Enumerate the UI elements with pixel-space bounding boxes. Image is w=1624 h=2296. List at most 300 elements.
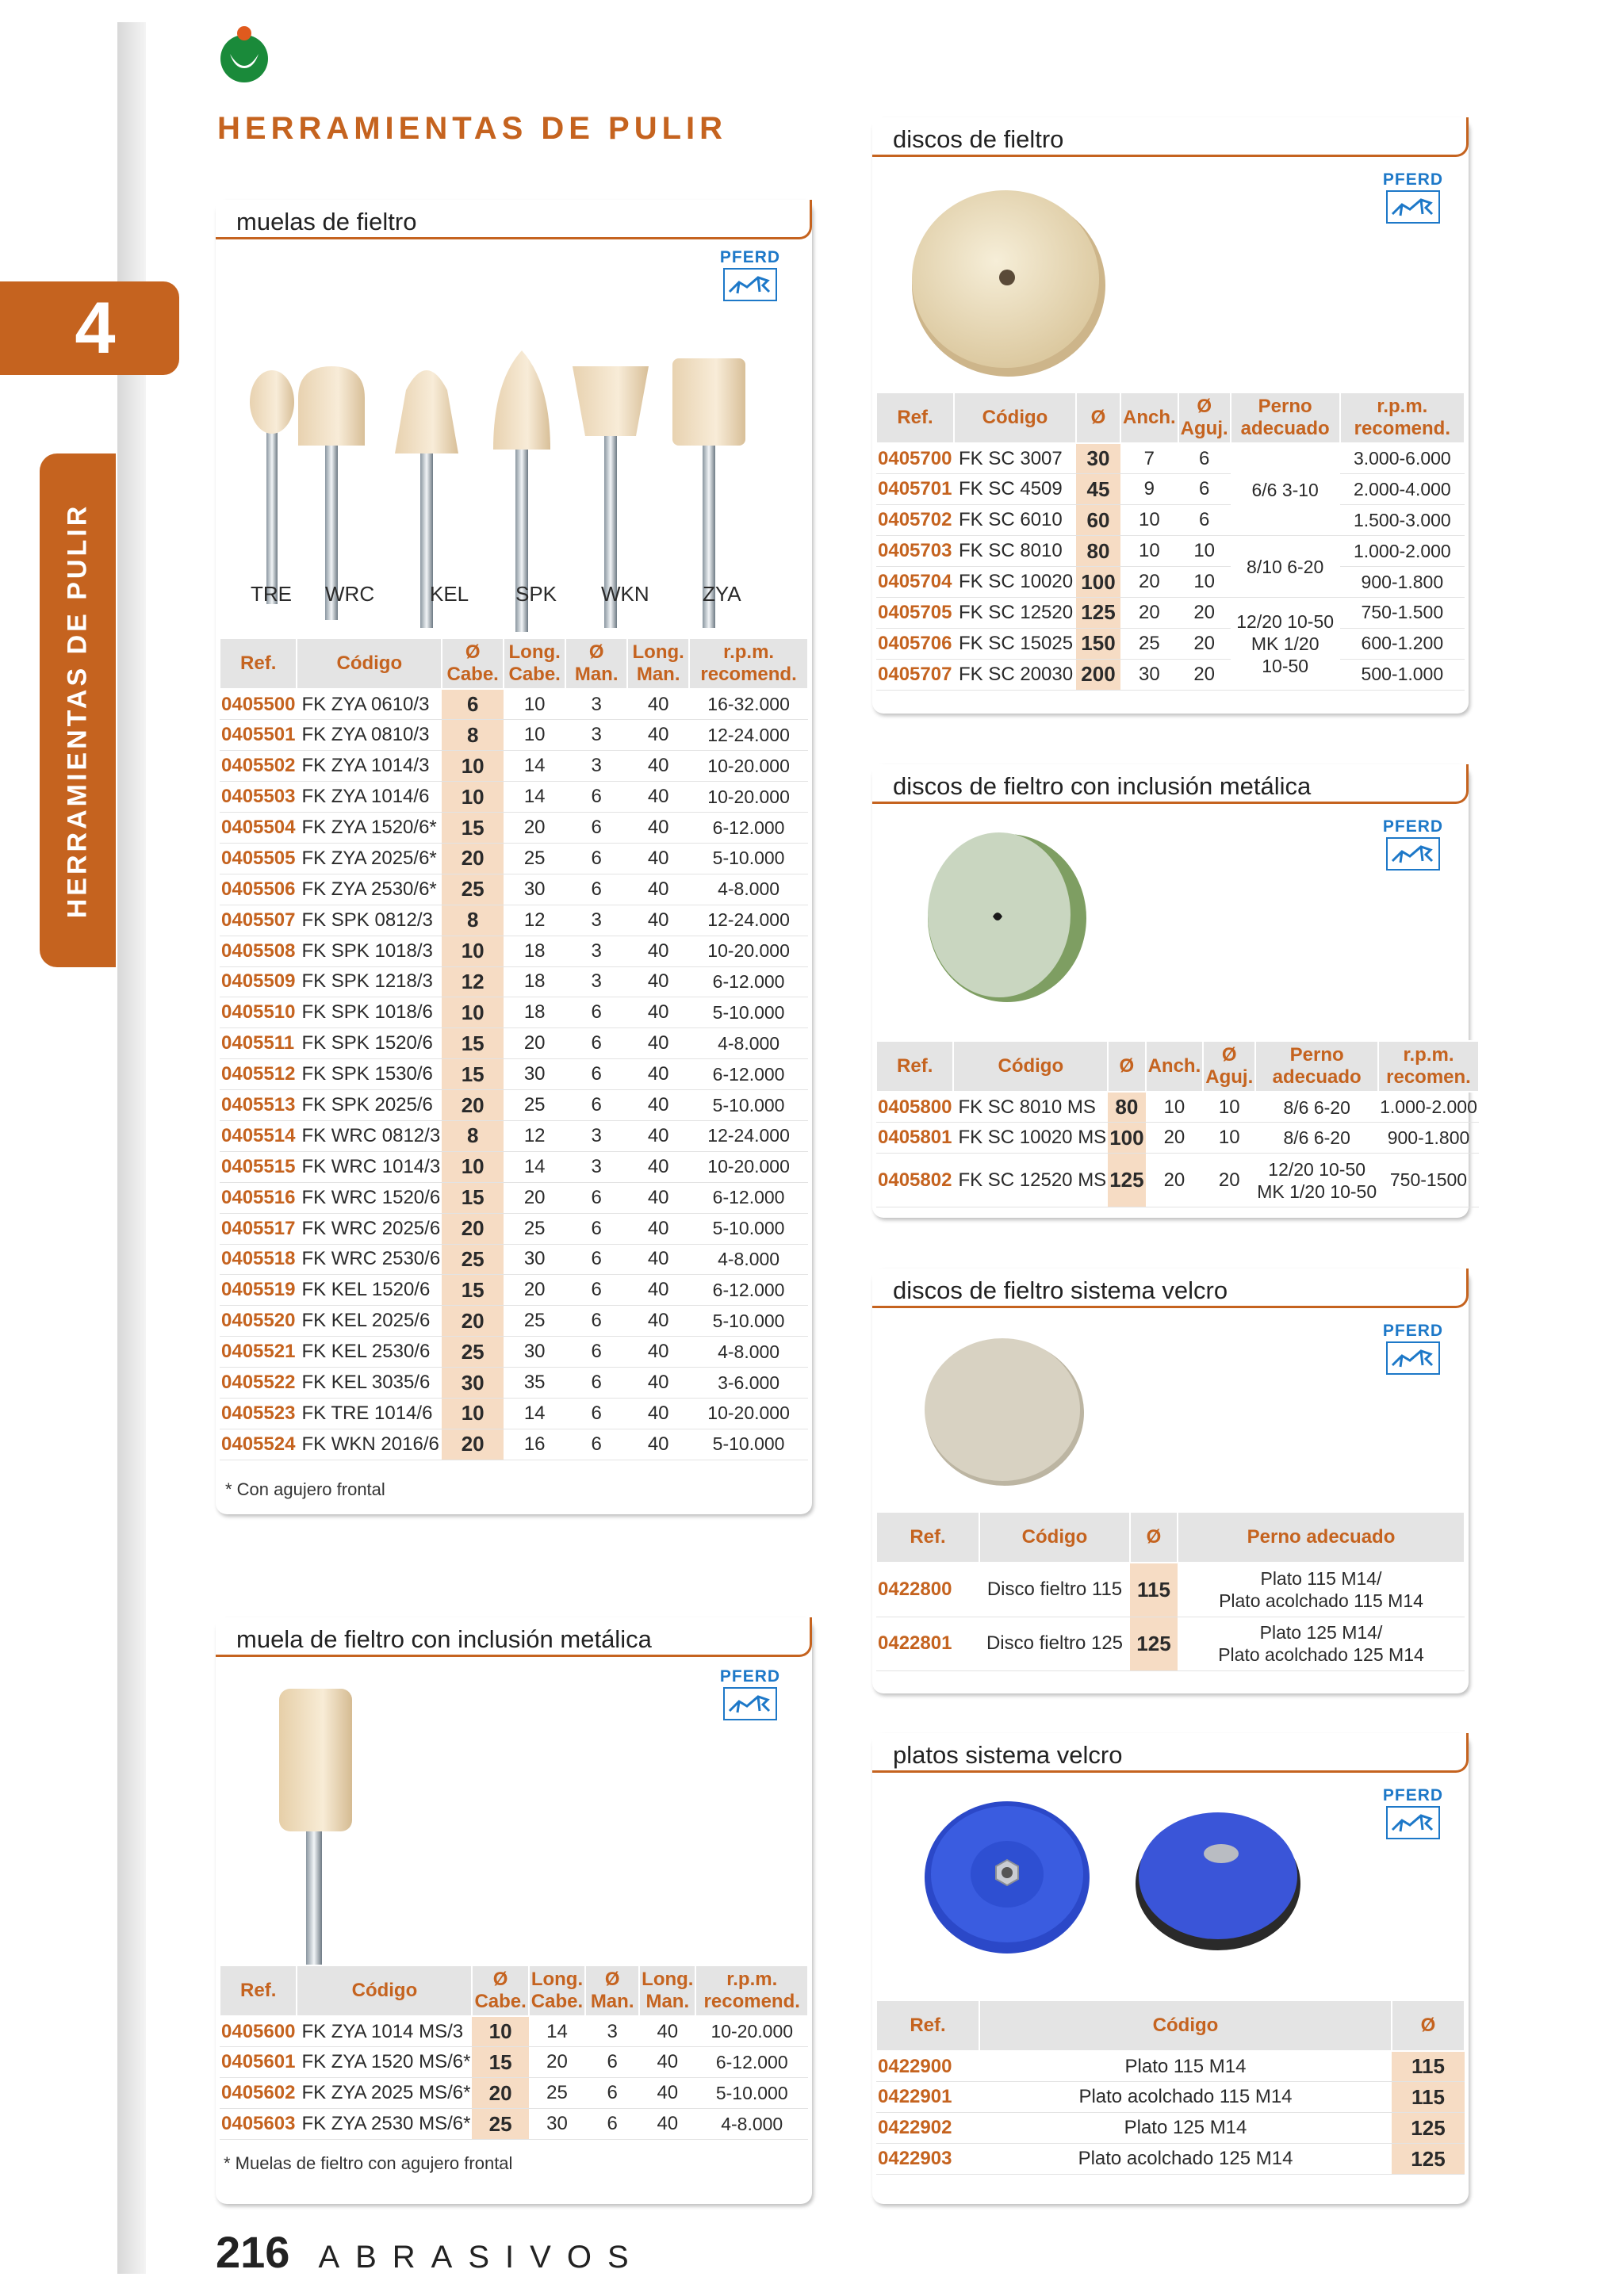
table-row: [220, 1182, 808, 1213]
table-cell: 1.500-3.000: [1340, 505, 1465, 536]
table-cell: 40: [627, 1368, 689, 1399]
col-header: Long. Man.: [627, 638, 689, 689]
ref-cell: 0422903: [876, 2144, 979, 2175]
table-row: [220, 782, 808, 813]
table-cell: 18: [504, 936, 565, 966]
table-cell: 10: [1146, 1092, 1204, 1123]
table-row: [220, 1090, 808, 1121]
table-cell: 15: [442, 1275, 504, 1306]
table-cell: 10: [442, 997, 504, 1028]
ref-cell: 0405602: [220, 2078, 297, 2109]
col-header: Código: [954, 392, 1076, 443]
table-cell: 8: [442, 720, 504, 751]
table-cell: 20: [1120, 597, 1178, 628]
table-cell: 40: [627, 966, 689, 997]
table-row: [220, 1244, 808, 1275]
table-cell: 115: [1130, 1563, 1178, 1617]
table-cell: 5-10.000: [689, 997, 808, 1028]
table-cell: 40: [627, 843, 689, 874]
table-cell: 6: [1178, 505, 1231, 536]
col-header: Ø Aguj.: [1178, 392, 1231, 443]
code-cell: FK SPK 2025/6: [297, 1090, 442, 1121]
ref-cell: 0405516: [220, 1182, 297, 1213]
table-cell: 6: [565, 1398, 627, 1429]
table-cell: 6: [565, 1028, 627, 1059]
code-cell: FK WRC 1014/3: [297, 1151, 442, 1182]
table-cell: 6-12.000: [689, 966, 808, 997]
code-cell: FK SPK 1520/6: [297, 1028, 442, 1059]
perno-line: 10-50: [1262, 655, 1309, 676]
side-tab-label: HERRAMIENTAS DE PULIR: [62, 503, 93, 918]
ref-cell: 0405702: [876, 505, 954, 536]
perno-cell: [1255, 1154, 1378, 1207]
col-header: Ref.: [876, 2000, 979, 2051]
col-header: Ø: [1392, 2000, 1465, 2051]
ref-cell: 0422801: [876, 1617, 979, 1670]
table-row: [220, 1028, 808, 1059]
table-cell: 6-12.000: [689, 1059, 808, 1090]
col-header: Código: [979, 2000, 1392, 2051]
ref-cell: 0405802: [876, 1154, 953, 1207]
perno-cell: [1231, 597, 1340, 690]
muelas-table: [219, 637, 809, 1460]
ref-cell: 0405704: [876, 567, 954, 598]
ref-cell: 0405507: [220, 905, 297, 936]
panel-title: discos de fieltro con inclusión metálica: [872, 764, 1469, 804]
panel-title: discos de fieltro: [872, 117, 1469, 157]
code-cell: FK KEL 2530/6: [297, 1337, 442, 1368]
table-cell: 16: [504, 1429, 565, 1460]
col-header: Ref.: [220, 638, 297, 689]
table-cell: 20: [442, 1306, 504, 1337]
table-cell: 30: [1076, 443, 1120, 474]
code-cell: FK KEL 1520/6: [297, 1275, 442, 1306]
brand-label: PFERD: [719, 1667, 781, 1686]
table-row: [220, 720, 808, 751]
table-cell: 10-20.000: [695, 2016, 808, 2047]
code-cell: FK ZYA 1014 MS/3: [297, 2016, 472, 2047]
table-cell: 18: [504, 966, 565, 997]
table-cell: 40: [627, 1090, 689, 1121]
panel-title: muela de fieltro con inclusión metálica: [216, 1617, 812, 1657]
code-cell: FK SC 12520: [954, 597, 1076, 628]
ref-cell: 0405510: [220, 997, 297, 1028]
table-row: [876, 1123, 1479, 1154]
table-cell: 3: [565, 1151, 627, 1182]
table-cell: 40: [627, 720, 689, 751]
ref-cell: 0405800: [876, 1092, 953, 1123]
perno-line: Plato 125 M14/: [1259, 1622, 1383, 1643]
table-row: [876, 2144, 1465, 2175]
ref-cell: 0422902: [876, 2113, 979, 2144]
table-cell: 10: [442, 1398, 504, 1429]
table-cell: 20: [442, 1213, 504, 1244]
pferd-logo: [1381, 1322, 1445, 1380]
table-cell: 150: [1076, 628, 1120, 659]
table-cell: 40: [627, 1306, 689, 1337]
pferd-horse-icon: [1386, 190, 1440, 224]
perno-line: MK 1/20 10-50: [1257, 1181, 1377, 1202]
ref-cell: 0422800: [876, 1563, 979, 1617]
table-cell: 4-8.000: [689, 1337, 808, 1368]
ref-cell: 0405523: [220, 1398, 297, 1429]
table-cell: 6: [565, 1213, 627, 1244]
code-cell: FK WRC 2530/6: [297, 1244, 442, 1275]
col-header: Ø Man.: [565, 638, 627, 689]
table-cell: 125: [1392, 2144, 1465, 2175]
table-cell: 10: [1203, 1123, 1255, 1154]
ref-cell: 0405508: [220, 936, 297, 966]
table-cell: 125: [1108, 1154, 1145, 1207]
table-cell: 40: [639, 2078, 695, 2109]
velcro-backing-pads-image: [920, 1798, 1316, 1957]
table-cell: 40: [627, 751, 689, 782]
perno-line: Plato acolchado 125 M14: [1218, 1644, 1424, 1665]
shape-label: SPK: [515, 582, 557, 606]
pferd-horse-icon: [1386, 1806, 1440, 1839]
table-cell: 10: [504, 720, 565, 751]
ref-cell: 0405512: [220, 1059, 297, 1090]
ref-cell: 0405505: [220, 843, 297, 874]
table-cell: 3: [585, 2016, 639, 2047]
table-row: [876, 2082, 1465, 2113]
table-row: [220, 1337, 808, 1368]
table-cell: 10: [1178, 536, 1231, 567]
table-cell: 5-10.000: [689, 1090, 808, 1121]
code-cell: FK ZYA 1014/6: [297, 782, 442, 813]
table-cell: 10: [1120, 505, 1178, 536]
table-row: [876, 474, 1465, 505]
ref-cell: 0405707: [876, 659, 954, 690]
col-header: Ø Man.: [585, 1965, 639, 2016]
table-cell: 6-12.000: [689, 813, 808, 844]
col-header: Ø: [1076, 392, 1120, 443]
table-cell: 10-20.000: [689, 782, 808, 813]
col-header: Código: [297, 638, 442, 689]
table-cell: 9: [1120, 474, 1178, 505]
table-cell: 80: [1076, 536, 1120, 567]
code-cell: FK SPK 1018/6: [297, 997, 442, 1028]
felt-disc-ms-image: [920, 825, 1094, 1007]
table-cell: 8: [442, 905, 504, 936]
table-cell: 115: [1392, 2082, 1465, 2113]
col-header: Anch.: [1120, 392, 1178, 443]
perno-cell: [1178, 1563, 1465, 1617]
ref-cell: 0405703: [876, 536, 954, 567]
table-cell: 12-24.000: [689, 1120, 808, 1151]
panel-platos-velcro: [872, 1733, 1469, 2204]
table-cell: 7: [1120, 443, 1178, 474]
code-cell: FK SPK 0812/3: [297, 905, 442, 936]
table-cell: 20: [529, 2047, 585, 2078]
code-cell: FK WKN 2016/6: [297, 1429, 442, 1460]
table-cell: 600-1.200: [1340, 628, 1465, 659]
table-cell: 25: [1120, 628, 1178, 659]
table-cell: 6: [565, 1429, 627, 1460]
table-cell: 10: [472, 2016, 528, 2047]
table-cell: 25: [504, 1213, 565, 1244]
table-cell: 15: [442, 1182, 504, 1213]
table-cell: 6: [565, 782, 627, 813]
discos-ms-table: [875, 1040, 1480, 1207]
col-header: Perno adecuado: [1231, 392, 1340, 443]
table-cell: 25: [504, 843, 565, 874]
table-row: [876, 505, 1465, 536]
code-cell: FK ZYA 1014/3: [297, 751, 442, 782]
table-cell: 115: [1392, 2051, 1465, 2082]
table-cell: 40: [627, 1182, 689, 1213]
ref-cell: 0405519: [220, 1275, 297, 1306]
table-cell: 40: [627, 997, 689, 1028]
table-row: [876, 2051, 1465, 2082]
section-side-tab: [40, 453, 116, 967]
code-cell: FK KEL 2025/6: [297, 1306, 442, 1337]
col-header: Ø Cabe.: [472, 1965, 528, 2016]
shape-label: WRC: [325, 582, 375, 606]
table-cell: 25: [472, 2109, 528, 2140]
perno-line: 8/6 6-20: [1283, 1127, 1350, 1149]
table-row: [220, 1213, 808, 1244]
table-cell: 6: [565, 997, 627, 1028]
table-cell: 15: [442, 813, 504, 844]
table-cell: 100: [1076, 567, 1120, 598]
platos-table: [875, 1999, 1465, 2175]
brand-label: PFERD: [1382, 170, 1444, 189]
perno-line: Plato acolchado 115 M14: [1219, 1590, 1423, 1612]
code-cell: FK TRE 1014/6: [297, 1398, 442, 1429]
table-row: [876, 597, 1465, 628]
table-row: [220, 1368, 808, 1399]
table-cell: 30: [504, 874, 565, 905]
table-cell: 25: [504, 1090, 565, 1121]
table-cell: 6: [565, 843, 627, 874]
muela-ms-table: [219, 1965, 809, 2140]
code-cell: FK ZYA 2530/6*: [297, 874, 442, 905]
table-row: [220, 1275, 808, 1306]
perno-line: 12/20 10-50: [1236, 610, 1335, 632]
table-cell: 12: [442, 966, 504, 997]
ref-cell: 0405705: [876, 597, 954, 628]
col-header: Código: [953, 1041, 1108, 1092]
table-cell: 15: [442, 1028, 504, 1059]
table-cell: 6: [565, 1090, 627, 1121]
code-cell: FK ZYA 2025/6*: [297, 843, 442, 874]
col-header: r.p.m. recomend.: [695, 1965, 808, 2016]
table-cell: 40: [627, 1213, 689, 1244]
table-cell: 20: [1146, 1154, 1204, 1207]
perno-line: MK 1/20: [1251, 633, 1320, 654]
perno-cell: [1178, 1617, 1465, 1670]
table-cell: 6-12.000: [695, 2047, 808, 2078]
ref-cell: 0405600: [220, 2016, 297, 2047]
col-header: Long. Cabe.: [529, 1965, 585, 2016]
table-row: [220, 2047, 808, 2078]
table-cell: 25: [529, 2078, 585, 2109]
table-cell: 40: [627, 1059, 689, 1090]
table-cell: 16-32.000: [689, 689, 808, 720]
ref-cell: 0405518: [220, 1244, 297, 1275]
velcro-table: [875, 1511, 1465, 1671]
perno-line: 8/10 6-20: [1247, 556, 1324, 577]
ref-cell: 0405511: [220, 1028, 297, 1059]
table-cell: 12-24.000: [689, 905, 808, 936]
shape-label: TRE: [251, 582, 292, 606]
table-cell: 6: [585, 2109, 639, 2140]
pferd-logo: [718, 249, 782, 306]
table-cell: 25: [504, 1306, 565, 1337]
table-row: [220, 689, 808, 720]
col-header: Long. Man.: [639, 1965, 695, 2016]
table-cell: 40: [627, 1120, 689, 1151]
ref-cell: 0405522: [220, 1368, 297, 1399]
pferd-logo: [718, 1668, 782, 1725]
perno-line: 12/20 10-50: [1268, 1158, 1366, 1180]
table-cell: 3.000-6.000: [1340, 443, 1465, 474]
code-cell: FK SC 10020: [954, 567, 1076, 598]
table-cell: 40: [627, 689, 689, 720]
table-cell: 40: [627, 1151, 689, 1182]
ref-cell: 0405500: [220, 689, 297, 720]
ref-cell: 0405701: [876, 474, 954, 505]
table-cell: 40: [639, 2109, 695, 2140]
table-cell: 125: [1392, 2113, 1465, 2144]
col-header: Código: [979, 1512, 1130, 1563]
table-cell: 5-10.000: [689, 1429, 808, 1460]
table-row: [876, 1092, 1479, 1123]
code-cell: Disco fieltro 115: [979, 1563, 1130, 1617]
table-cell: 3: [565, 720, 627, 751]
perno-line: 8/6 6-20: [1283, 1096, 1350, 1118]
table-cell: 40: [627, 1244, 689, 1275]
table-row: [876, 1563, 1465, 1617]
table-row: [876, 443, 1465, 474]
code-cell: FK ZYA 2530 MS/6*: [297, 2109, 472, 2140]
code-cell: FK ZYA 1520 MS/6*: [297, 2047, 472, 2078]
table-cell: 14: [504, 782, 565, 813]
felt-bob-ms-image: [247, 1681, 374, 1982]
table-cell: 20: [504, 1275, 565, 1306]
code-cell: Plato acolchado 115 M14: [979, 2082, 1392, 2113]
table-cell: 3: [565, 905, 627, 936]
code-cell: FK SC 4509: [954, 474, 1076, 505]
code-cell: FK WRC 0812/3: [297, 1120, 442, 1151]
table-cell: 14: [504, 751, 565, 782]
table-row: [876, 659, 1465, 690]
table-row: [220, 905, 808, 936]
col-header: r.p.m. recomend.: [1340, 392, 1465, 443]
table-cell: 10-20.000: [689, 936, 808, 966]
table-cell: 6: [1178, 443, 1231, 474]
table-cell: 60: [1076, 505, 1120, 536]
table-cell: 3-6.000: [689, 1368, 808, 1399]
table-row: [220, 1429, 808, 1460]
table-cell: 12: [504, 1120, 565, 1151]
col-header: Ref.: [876, 392, 954, 443]
table-row: [220, 2016, 808, 2047]
ref-cell: 0405514: [220, 1120, 297, 1151]
brand-label: PFERD: [719, 248, 781, 266]
shape-label: KEL: [430, 582, 469, 606]
table-cell: 30: [442, 1368, 504, 1399]
table-cell: 10: [1203, 1092, 1255, 1123]
table-cell: 30: [1120, 659, 1178, 690]
pferd-horse-icon: [1386, 837, 1440, 871]
panel-discos-ms: [872, 764, 1477, 1218]
table-cell: 40: [627, 1398, 689, 1429]
table-cell: 10: [504, 689, 565, 720]
table-cell: 40: [639, 2047, 695, 2078]
table-row: [220, 2109, 808, 2140]
table-cell: 5-10.000: [689, 1306, 808, 1337]
table-cell: 10-20.000: [689, 751, 808, 782]
page-title: HERRAMIENTAS DE PULIR: [217, 111, 728, 146]
table-cell: 20: [1178, 659, 1231, 690]
panel-title: muelas de fieltro: [216, 200, 812, 239]
table-cell: 6: [565, 1182, 627, 1213]
code-cell: FK SC 12520 MS: [953, 1154, 1108, 1207]
table-cell: 6: [565, 1244, 627, 1275]
col-header: Long. Cabe.: [504, 638, 565, 689]
brand-label: PFERD: [1382, 817, 1444, 836]
table-cell: 6: [1178, 474, 1231, 505]
table-cell: 12: [504, 905, 565, 936]
table-cell: 6: [442, 689, 504, 720]
code-cell: Plato acolchado 125 M14: [979, 2144, 1392, 2175]
table-cell: 4-8.000: [689, 1244, 808, 1275]
table-cell: 6: [565, 1059, 627, 1090]
code-cell: FK SPK 1218/3: [297, 966, 442, 997]
table-cell: 14: [504, 1151, 565, 1182]
table-cell: 10: [442, 936, 504, 966]
perno-cell: [1231, 443, 1340, 536]
table-cell: 750-1.500: [1340, 597, 1465, 628]
table-cell: 3: [565, 1120, 627, 1151]
code-cell: FK SC 15025: [954, 628, 1076, 659]
panel-discos-velcro: [872, 1269, 1469, 1693]
ref-cell: 0405706: [876, 628, 954, 659]
table-cell: 30: [504, 1059, 565, 1090]
table-cell: 8: [442, 1120, 504, 1151]
velcro-felt-disc-image: [921, 1330, 1088, 1489]
brand-label: PFERD: [1382, 1786, 1444, 1804]
table-cell: 6: [565, 1306, 627, 1337]
table-cell: 40: [639, 2016, 695, 2047]
brand-label: PFERD: [1382, 1322, 1444, 1340]
col-header: Ø Aguj.: [1203, 1041, 1255, 1092]
perno-cell: [1231, 536, 1340, 598]
table-cell: 20: [1203, 1154, 1255, 1207]
table-cell: 4-8.000: [689, 1028, 808, 1059]
table-row: [876, 2113, 1465, 2144]
perno-cell: [1255, 1092, 1378, 1123]
ref-cell: 0405502: [220, 751, 297, 782]
perno-line: 6/6 3-10: [1251, 479, 1319, 500]
table-row: [220, 1059, 808, 1090]
table-cell: 10: [1120, 536, 1178, 567]
code-cell: FK SC 3007: [954, 443, 1076, 474]
table-cell: 40: [627, 1429, 689, 1460]
code-cell: FK WRC 2025/6: [297, 1213, 442, 1244]
page-number: 216: [216, 2227, 290, 2277]
table-cell: 20: [442, 843, 504, 874]
table-cell: 15: [442, 1059, 504, 1090]
table-cell: 40: [627, 782, 689, 813]
ref-cell: 0405513: [220, 1090, 297, 1121]
ref-cell: 0405506: [220, 874, 297, 905]
ref-cell: 0405603: [220, 2109, 297, 2140]
table-cell: 3: [565, 936, 627, 966]
table-cell: 14: [504, 1398, 565, 1429]
